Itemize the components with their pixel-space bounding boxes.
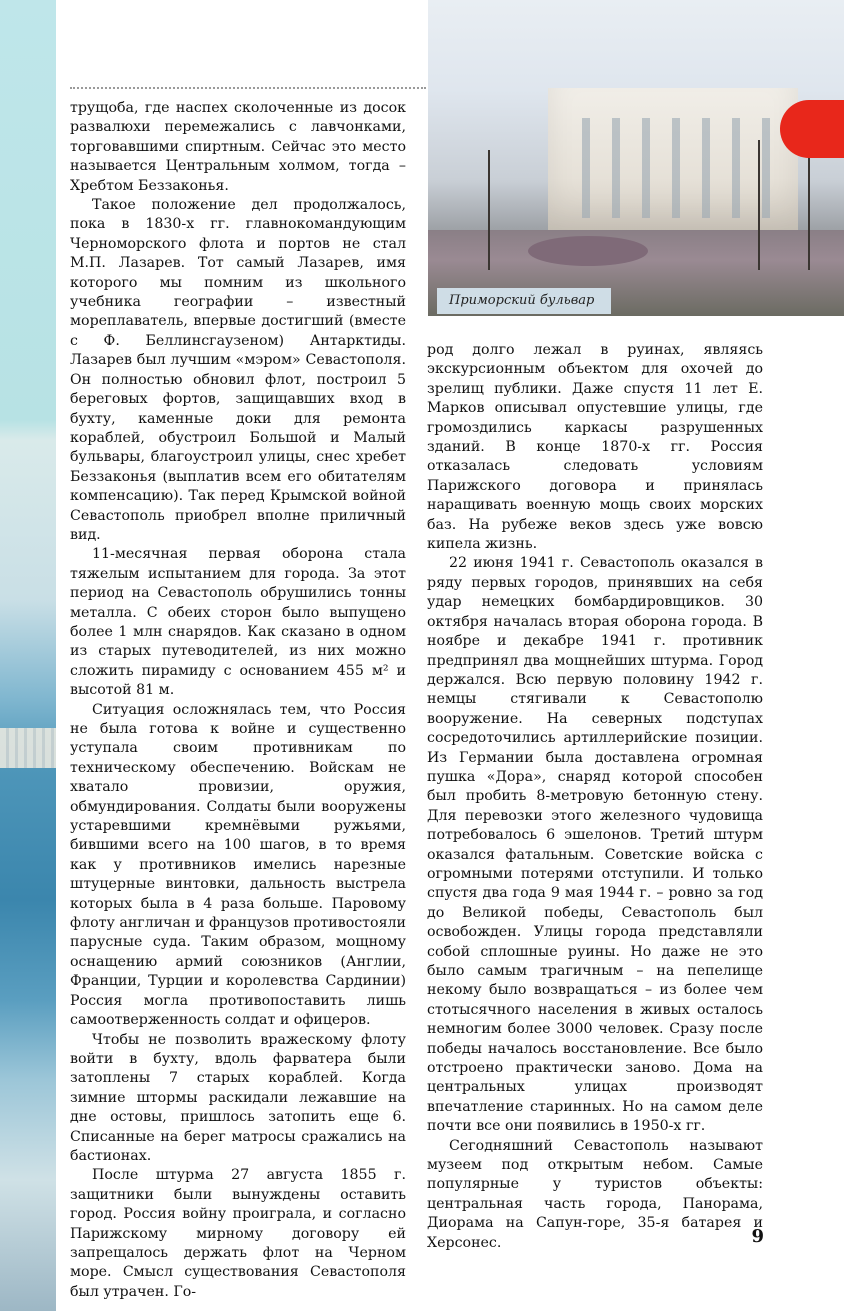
tree-illustration xyxy=(488,150,490,270)
paragraph: трущоба, где наспех сколоченные из досок развалюхи перемежались с лавчонками, торговавшими спиртным. Сейчас это место называется Центральным холмом, тогда – Хребтом Беззаконья. xyxy=(70,100,406,194)
building-illustration xyxy=(548,88,798,238)
seaside-boulevard-photo xyxy=(428,0,844,316)
page-number: 9 xyxy=(751,1226,764,1247)
paragraph: Сегодняшний Севастополь называют музеем под открытым небом. Самые популярные у туристов объекты: центральная часть города, Панорама, Диорама на Сапун-горе, 35-я батарея и Херсонес. xyxy=(427,1137,763,1251)
flowerbed-illustration xyxy=(528,236,648,266)
paragraph: род долго лежал в руинах, являясь экскурсионным объектом для охочей до зрелищ публики. Даже спустя 11 лет Е. Марков описывал опустевшие улицы, где громоздились каркасы разрушенных зданий. В конце 1870-х гг. Россия отказалась следовать условиям Парижского договора и принялась наращивать военную мощь своих морских баз. На рубеже веков здесь уже вовсю кипела жизнь. xyxy=(427,342,763,553)
text-column-left xyxy=(70,99,406,1302)
paragraph: 22 июня 1941 г. Севастополь оказался в ряду первых городов, принявших на себя удар немецких бомбардировщиков. 30 октября началась вторая оборона города. В ноябре и декабре 1941 г. противник предпринял два мощнейших штурма. Город держался. Всю первую половину 1942 г. немцы стягивали к Севастополю вооружение. На северных подступах сосредоточились артиллерийские позиции. Из Германии была доставлена огромная пушка «Дора», снаряд которой способен был пробить 8-метровую бетонную стену. Для перевозки этого железного чудовища потребовалось 6 эшелонов. Третий штурм оказался фатальным. Советские войска с огромными потерями отступили. И только спустя два года 9 мая 1944 г. – ровно за год до Великой победы, Севастополь был освобожден. Улицы города представляли собой сплошные руины. Но даже не это было самым трагичным – на пепелище некому было возвращаться – из более чем стотысячного населения в живых осталось немногим более 3000 человек. Сразу после победы началось восстановление. Все было отстроено практически заново. Дома на центральных улицах производят впечатление старинных. Но на самом деле почти все они появились в 1950-х гг. xyxy=(427,555,763,1135)
paragraph: Ситуация осложнялась тем, что Россия не была готова к войне и существенно уступала своим противникам по техническому обеспечению. Войскам не хватало провизии, оружия, обмундирования. Солдаты были вооружены устаревшими кремнёвыми ружьями, бившими всего на 100 шагов, в то время как у противников имелись нарезные штуцерные винтовки, дальность выстрела которых была в 4 раза больше. Паровому флоту англичан и французов противостояли парусные суда. Таким образом, мощному оснащению армий союзников (Англии, Франции, Турции и королевства Сардинии) Россия могла противопоставить лишь самоотверженность солдат и офицеров. xyxy=(70,701,406,1029)
paragraph: Чтобы не позволить вражескому флоту войти в бухту, вдоль фарватера были затоплены 7 старых кораблей. Когда зимние штормы раскидали лежавшие на дне остовы, пришлось затопить еще 6. Списанные на берег матросы сражались на бастионах. xyxy=(70,1031,406,1164)
text-column-right xyxy=(427,341,763,1253)
section-tab-marker xyxy=(780,100,844,158)
photo-caption: Приморский бульвар xyxy=(437,288,611,314)
tree-illustration xyxy=(758,140,760,270)
paragraph: После штурма 27 августа 1855 г. защитники были вынуждены оставить город. Россия войну проиграла, и согласно Парижскому мирному договору ей запрещалось держать флот на Черном море. Смысл существования Севастополя был утрачен. Го- xyxy=(70,1167,406,1300)
paragraph: 11-месячная первая оборона стала тяжелым испытанием для города. За этот период на Севастополь обрушились тонны металла. С обеих сторон было выпущено более 1 млн снарядов. Как сказано в одном из старых путеводителей, из них можно сложить пирамиду с основанием 455 м² и высотой 81 м. xyxy=(70,546,406,699)
dotted-divider xyxy=(70,87,426,89)
side-photo-strip xyxy=(0,0,56,1311)
paragraph: Такое положение дел продолжалось, пока в 1830-х гг. главнокомандующим Черноморского флота и портов не стал М.П. Лазарев. Тот самый Лазарев, имя которого мы помним из школьного учебника географии – известный мореплаватель, впервые достигший (вместе с Ф. Беллинсгаузеном) Антарктиды. Лазарев был лучшим «мэром» Севастополя. Он полностью обновил флот, построил 5 береговых фортов, защищавших вход в бухту, каменные доки для ремонта кораблей, обустроил Большой и Малый бульвары, благоустроил улицы, снес хребет Беззаконья (выплатив всем его обитателям компенсацию). Так перед Крымской войной Севастополь приобрел вполне приличный вид. xyxy=(70,197,406,543)
